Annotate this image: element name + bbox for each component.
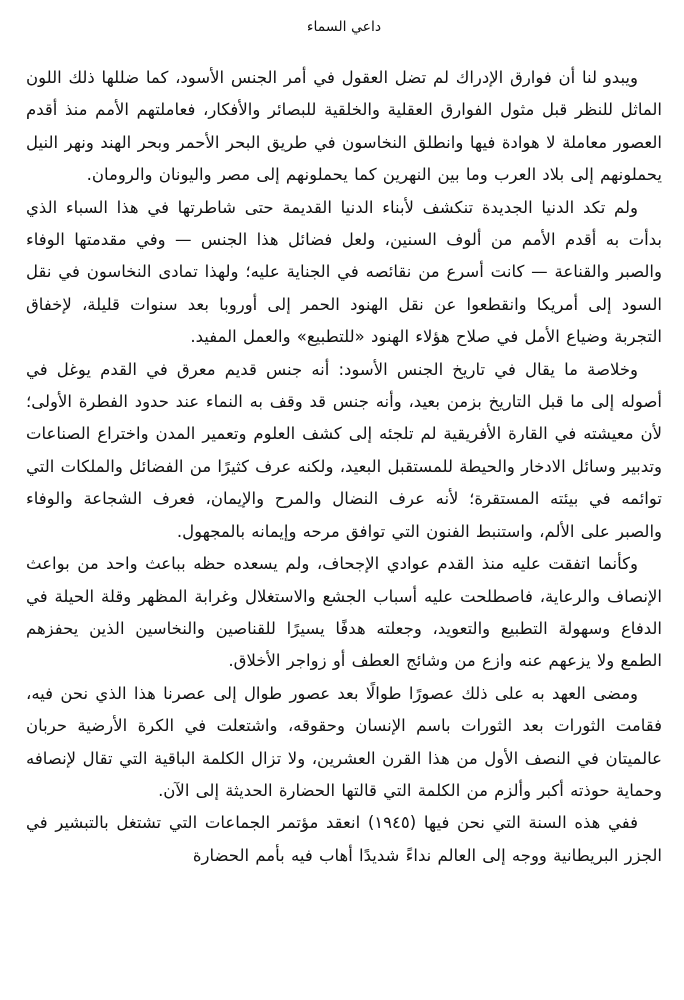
page-body — [26, 62, 662, 872]
paragraph-5: ومضى العهد به على ذلك عصورًا طوالًا بعد عصور طوال إلى عصرنا هذا الذي نحن فيه، فقامت الثورات بعد الثورات باسم الإنسان وحقوقه، واشتعلت في الكرة الأرضية حربان عالميتان في النصف الأول من هذا القرن العشرين، ولا تزال الكلمة الباقية التي تقال لإنصافه وحماية حوذته أكبر وألزم من الكلمة التي قالتها الحضارة الحديثة إلى الآن. — [26, 683, 662, 800]
paragraph-3: وخلاصة ما يقال في تاريخ الجنس الأسود: أنه جنس قديم معرق في القدم يوغل في أصوله إلى ما قبل التاريخ بزمن بعيد، وأنه جنس قد وقف به النماء عند حدود الفطرة الأولى؛ لأن معيشته في القارة الأفريقية لم تلجئه إلى كشف العلوم وتعمير المدن واختراع الصناعات وتدبير وسائل الادخار والحيطة للمستقبل البعيد، ولكنه عرف كثيرًا من الفضائل والملكات التي توائمه في بيئته المستقرة؛ لأنه عرف النضال والمرح والإيمان، فعرف الشجاعة والوفاء والصبر على الألم، واستنبط الفنون التي توافق مرحه وإيمانه بالمجهول. — [26, 359, 662, 541]
running-head-title: داعي السماء — [306, 19, 382, 35]
paragraph-1: ويبدو لنا أن فوارق الإدراك لم تضل العقول في أمر الجنس الأسود، كما ضللها ذلك اللون الماثل للنظر قبل مثول الفوارق العقلية والخلقية للبصائر والأفكار، فعاملتهم الأمم منذ أقدم العصور معاملة لا هوادة فيها وانطلق النخاسون في طريق البحر الأحمر وبحر الهند ونهر النيل يحملونهم إلى بلاد العرب وما بين النهرين كما يحملونهم إلى مصر واليونان والرومان. — [26, 68, 662, 185]
paragraph-4: وكأنما اتفقت عليه منذ القدم عوادي الإجحاف، ولم يسعده حظه بباعث واحد من بواعث الإنصاف والرعاية، فاصطلحت عليه أسباب الجشع والاستغلال وغرابة المظهر وقلة الحيلة في الدفاع وسهولة التطبيع والتعويد، وجعلته هدفًا يسيرًا للقناصين والنخاسين الذين يحفزهم الطمع ولا يزعهم عنه وازع من وشائج العطف أو زواجر الأخلاق. — [26, 554, 662, 671]
paragraph-6: ففي هذه السنة التي نحن فيها (١٩٤٥) انعقد مؤتمر الجماعات التي تشتغل بالتبشير في الجزر البريطانية ووجه إلى العالم نداءً شديدًا أهاب فيه بأمم الحضارة — [26, 813, 662, 865]
paragraph-2: ولم تكد الدنيا الجديدة تنكشف لأبناء الدنيا القديمة حتى شاطرتها في هذا السباء الذي بدأت به أقدم الأمم من ألوف السنين، ولعل فضائل هذا الجنس — وفي مقدمتها الوفاء والصبر والقناعة — كانت أسرع من نقائصه في الجناية عليه؛ ولهذا تمادى النخاسون في نقل السود إلى أمريكا وانقطعوا عن نقل الهنود الحمر إلى أوروبا بعد سنوات قليلة، لإخفاق التجربة وضياع الأمل في صلاح هؤلاء الهنود «للتطبيع» والعمل المفيد. — [26, 197, 662, 347]
